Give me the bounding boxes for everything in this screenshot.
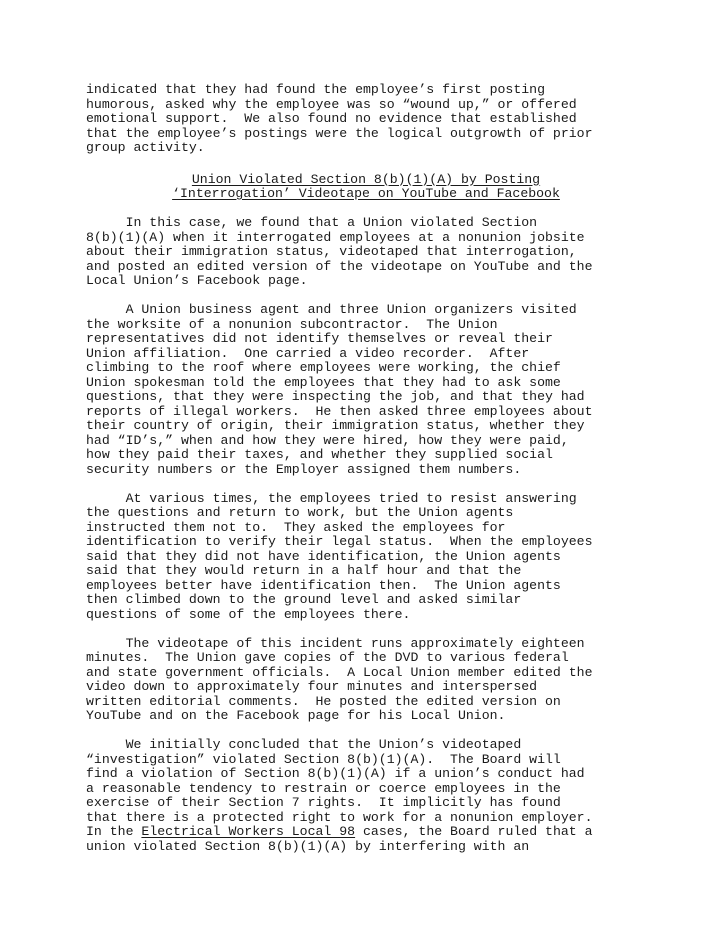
text-line: minutes. The Union gave copies of the DVD to various federal [86,650,569,665]
heading-line: Union Violated Section 8(b)(1)(A) by Posting [191,171,541,187]
text-line: the worksite of a nonunion subcontractor. The Union [86,316,498,332]
paragraph-4 [86,637,646,724]
text-line: and state government officials. A Local Union member edited the [86,664,593,680]
text-line: find a violation of Section 8(b)(1)(A) if a union’s conduct had [86,766,585,781]
text-line: about their immigration status, videotaped that interrogation, [86,244,577,259]
text-line: climbing to the roof where employees were working, the chief [86,360,561,375]
text-line: At various times, the employees tried to resist answering [86,490,577,506]
text-line: that the employee’s postings were the logical outgrowth of prior [86,125,593,141]
text-line: representatives did not identify themselves or reveal their [86,331,553,346]
text-line: questions of some of the employees there. [86,606,411,622]
text-line: instructed them not to. They asked the employees for [86,519,506,535]
text-line: employees better have identification then. The Union agents [86,577,561,593]
text-line: had “ID’s,” when and how they were hired, how they were paid, [86,432,569,448]
paragraph-1 [86,216,646,289]
text-line: security numbers or the Employer assigned them numbers. [86,461,522,477]
text-line: written editorial comments. He posted the edited version on [86,693,561,709]
text-line: a reasonable tendency to restrain or coerce employees in the [86,780,561,796]
text-line: YouTube and on the Facebook page for his Local Union. [86,708,506,723]
text-line: the questions and return to work, but the Union agents [86,505,514,520]
text-line: group activity. [86,140,205,155]
text-line: identification to verify their legal status. When the employees [86,534,593,549]
paragraph-5 [86,738,646,854]
text-line: The videotape of this incident runs approximately eighteen [86,635,585,651]
text-line: emotional support. We also found no evidence that established [86,111,577,126]
document-page [86,83,646,869]
text-line: indicated that they had found the employee’s first posting [86,82,545,97]
paragraph-2 [86,303,646,477]
text-line: Union affiliation. One carried a video recorder. After [86,345,530,361]
text-line: Local Union’s Facebook page. [86,273,308,288]
text-line: In this case, we found that a Union violated Section [86,215,538,230]
text-line: 8(b)(1)(A) when it interrogated employees at a nonunion jobsite [86,229,585,245]
text-line: and posted an edited version of the videotape on YouTube and the [86,258,593,274]
text-line: “investigation” violated Section 8(b)(1)(A). The Board will [86,751,561,767]
text-line: A Union business agent and three Union organizers visited [86,302,577,317]
text-segment: cases, the Board ruled that a [355,824,593,839]
text-line: humorous, asked why the employee was so “wound up,” or offered [86,96,577,112]
text-line: then climbed down to the ground level and asked similar [86,592,522,607]
intro-paragraph [86,83,646,156]
section-heading [86,173,646,202]
text-line: reports of illegal workers. He then asked three employees about [86,403,593,419]
case-citation: Electrical Workers Local 98 [141,824,356,839]
text-line: their country of origin, their immigration status, whether they [86,418,585,433]
text-segment: In the [86,824,142,839]
text-line: that there is a protected right to work for a nonunion employer. [86,809,593,825]
heading-line: ‘Interrogation’ Videotape on YouTube and Facebook [172,186,560,201]
text-line: questions, that they were inspecting the job, and that they had [86,389,585,404]
text-line: union violated Section 8(b)(1)(A) by interfering with an [86,838,530,854]
text-line: said that they would return in a half hour and that the [86,563,522,578]
text-line: Union spokesman told the employees that they had to ask some [86,374,561,390]
text-line: said that they did not have identification, the Union agents [86,548,561,564]
text-line: We initially concluded that the Union’s videotaped [86,737,522,752]
text-line-with-citation [86,825,646,840]
text-line: exercise of their Section 7 rights. It implicitly has found [86,795,561,810]
text-line: how they paid their taxes, and whether they supplied social [86,447,553,462]
paragraph-3 [86,492,646,623]
text-line: video down to approximately four minutes and interspersed [86,679,538,694]
